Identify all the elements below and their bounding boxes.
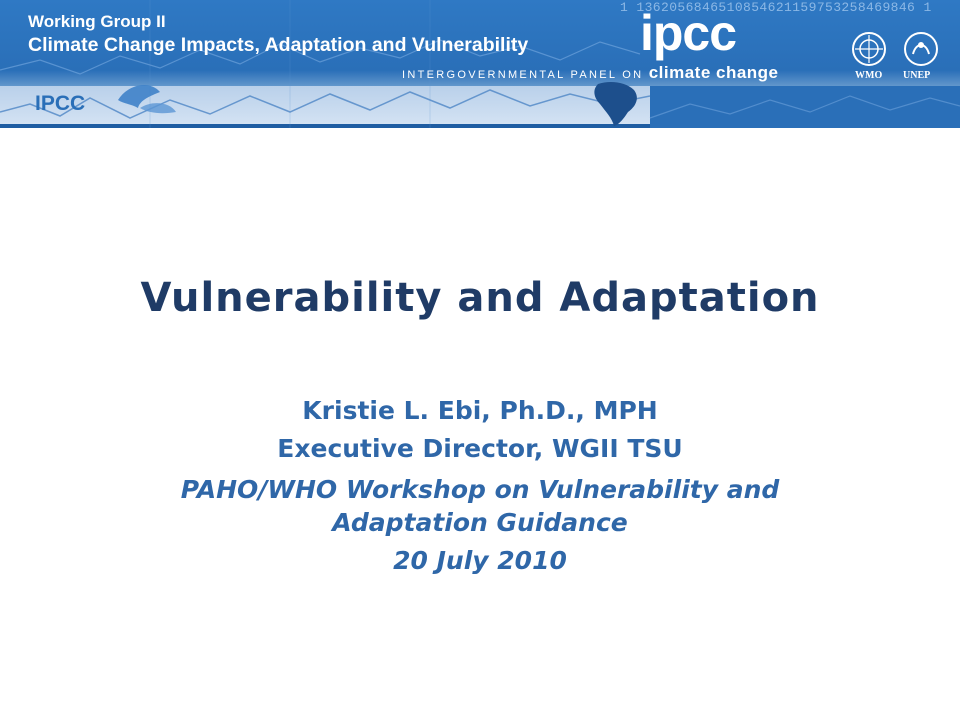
event-line-2: Adaptation Guidance [332, 508, 628, 537]
report-title: Climate Change Impacts, Adaptation and Vulnerability [28, 34, 529, 56]
author-name: Kristie L. Ebi, Ph.D., MPH [302, 396, 658, 425]
panel-name-text: INTERGOVERNMENTAL PANEL ON [402, 69, 644, 81]
event-date: 20 July 2010 [393, 546, 567, 575]
ipcc-short-name: IPCC [35, 92, 86, 115]
subtitle-block [80, 392, 880, 577]
header-banner [0, 0, 960, 128]
ipcc-logo: ipcc [640, 5, 737, 61]
event-line-1: PAHO/WHO Workshop on Vulnerability and [180, 475, 780, 504]
working-group-label: Working Group II [28, 12, 166, 31]
wmo-emblem-icon [850, 30, 888, 68]
panel-name [402, 63, 779, 83]
author-role: Executive Director, WGII TSU [277, 434, 683, 463]
banner-digits: 1 1362056846510854621159753258469846 1 [620, 0, 932, 15]
unep-emblem-icon [902, 30, 940, 68]
unep-label: UNEP [903, 70, 931, 81]
panel-climate-change: climate change [648, 63, 779, 82]
wmo-label: WMO [855, 70, 883, 81]
slide-title: Vulnerability and Adaptation [140, 275, 820, 321]
